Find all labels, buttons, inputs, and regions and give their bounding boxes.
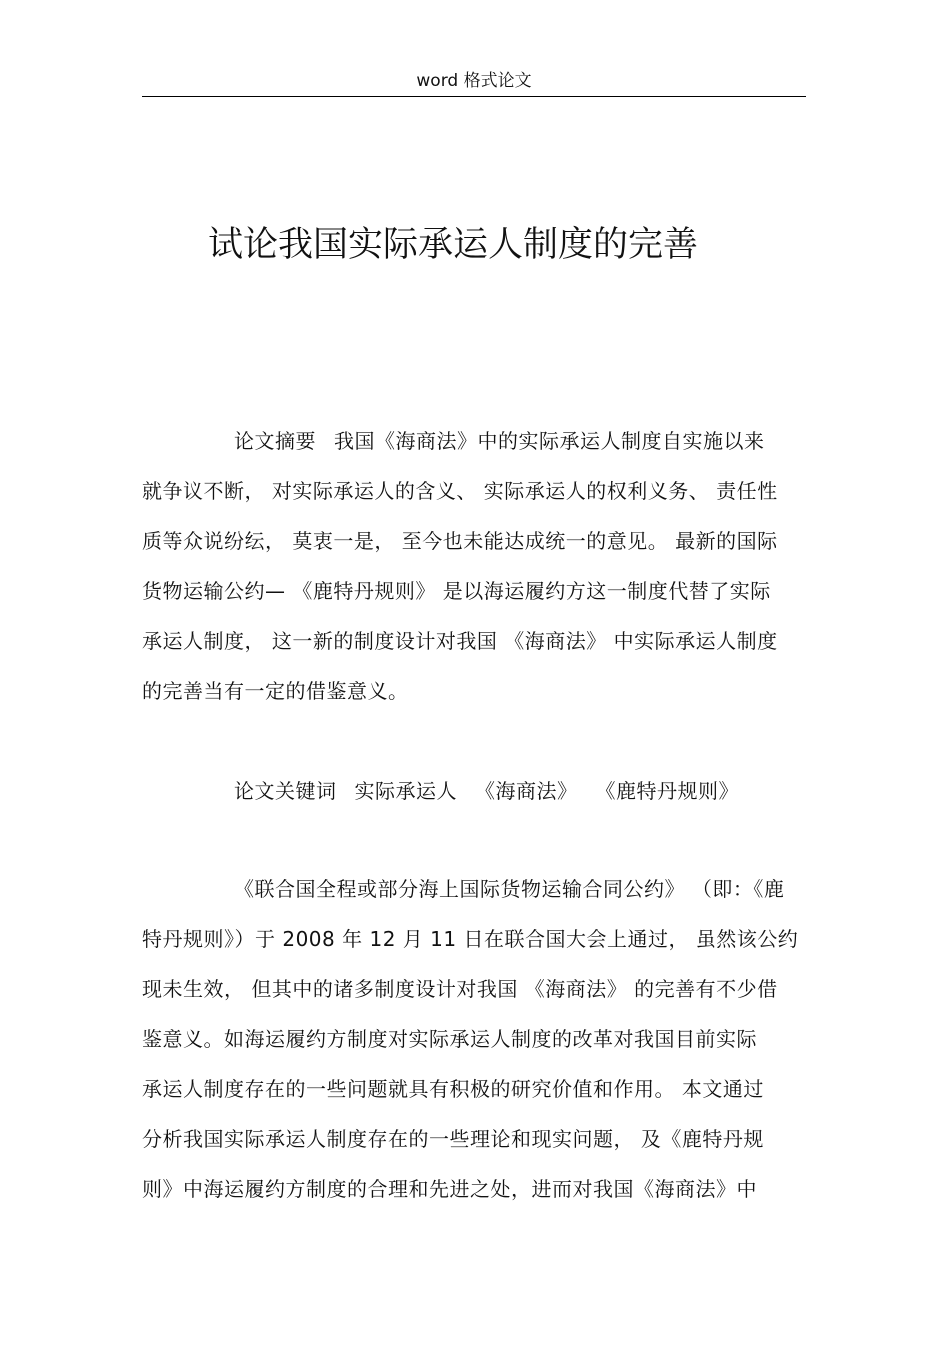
abstract-line-text: 我国《海商法》中的实际承运人制度自实施以来 [334,429,765,453]
page-header [142,70,806,96]
abstract-line: 承运人制度， 这一新的制度设计对我国 《海商法》 中实际承运人制度 [142,629,778,653]
keywords-line [142,766,806,816]
abstract-line: 的完善当有一定的借鉴意义。 [142,679,409,703]
paper-title: 试论我国实际承运人制度的完善 [208,225,699,265]
intro-line: 分析我国实际承运人制度存在的一些理论和现实问题， 及《鹿特丹规 [142,1127,764,1151]
keyword-item: 实际承运人 [354,779,457,803]
keyword-item: 《鹿特丹规则》 [595,779,739,803]
intro-line: 则》中海运履约方制度的合理和先进之处，进而对我国《海商法》中 [142,1177,757,1201]
intro-line: 特丹规则》）于 2008 年 12 月 11 日在联合国大会上通过， 虽然该公约 [142,927,799,951]
keywords-label: 论文关键词 [234,779,337,803]
intro-line: 鉴意义。如海运履约方制度对实际承运人制度的改革对我国目前实际 [142,1027,757,1051]
abstract-section [142,416,806,716]
intro-line: 《联合国全程或部分海上国际货物运输合同公约》 （即：《鹿 [234,877,785,901]
abstract-line [142,416,806,466]
keyword-item: 《海商法》 [475,779,578,803]
abstract-line: 货物运输公约— 《鹿特丹规则》 是以海运履约方这一制度代替了实际 [142,579,771,603]
header-rule [142,96,806,97]
intro-line: 现未生效， 但其中的诸多制度设计对我国 《海商法》 的完善有不少借 [142,977,778,1001]
abstract-line: 就争议不断， 对实际承运人的含义、 实际承运人的权利义务、 责任性 [142,479,778,503]
abstract-line: 质等众说纷纭， 莫衷一是， 至今也未能达成统一的意见。 最新的国际 [142,529,778,553]
intro-line: 承运人制度存在的一些问题就具有积极的研究价值和作用。 本文通过 [142,1077,764,1101]
header-text: word 格式论文 [416,71,532,91]
keywords-section [142,766,806,816]
abstract-label: 论文摘要 [234,429,316,453]
intro-section [142,864,806,1214]
